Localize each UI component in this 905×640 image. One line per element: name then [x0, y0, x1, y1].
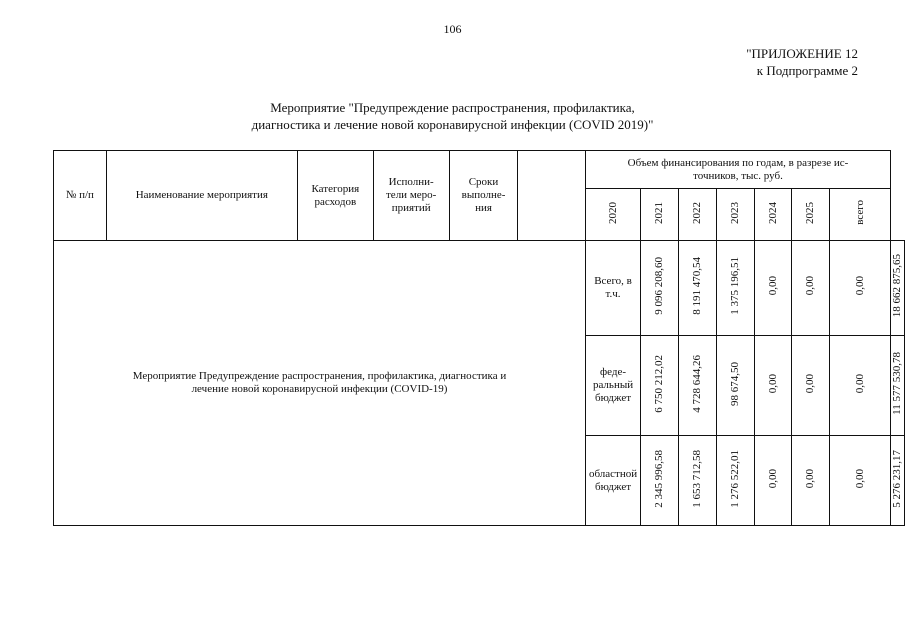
header-category: Категория расходов [297, 151, 373, 241]
header-terms: Сроки выполне- ния [449, 151, 518, 241]
value-cell: 9 096 208,60 [641, 241, 679, 336]
value-cell: 0,00 [754, 436, 792, 526]
value-cell: 2 345 996,58 [641, 436, 679, 526]
row-source-regional: областной бюджет [585, 436, 640, 526]
title-line-1: Мероприятие "Предупреждение распространения, профилактика, [270, 100, 635, 115]
activity-name-cell [54, 241, 586, 526]
value-cell-total: 5 276 231,17 [891, 436, 905, 526]
header-year-2022: 2022 [678, 189, 716, 241]
value-cell: 1 375 196,51 [716, 241, 754, 336]
value-cell: 0,00 [754, 336, 792, 436]
value-cell: 0,00 [754, 241, 792, 336]
header-year-2025: 2025 [792, 189, 830, 241]
value-cell-total: 18 662 875,65 [891, 241, 905, 336]
value-cell: 1 653 712,58 [678, 436, 716, 526]
value-cell: 8 191 470,54 [678, 241, 716, 336]
value-cell: 1 276 522,01 [716, 436, 754, 526]
value-cell: 0,00 [792, 336, 830, 436]
appendix-line-2: к Подпрограмме 2 [756, 63, 858, 78]
header-total: всего [830, 189, 891, 241]
value-cell-total: 11 577 530,78 [891, 336, 905, 436]
table-row [54, 241, 905, 336]
header-year-2021: 2021 [641, 189, 679, 241]
title-line-2: диагностика и лечение новой коронавирусной инфекции (COVID 2019)" [251, 117, 654, 132]
value-cell: 0,00 [830, 336, 891, 436]
document-title [0, 99, 905, 133]
value-cell: 98 674,50 [716, 336, 754, 436]
header-year-2024: 2024 [754, 189, 792, 241]
header-executors: Исполни- тели меро- приятий [373, 151, 449, 241]
activity-name: Мероприятие Предупреждение распространения, профилактика, диагностика и лечение новой коронавирусной инфекции (COVID-19) [132, 370, 507, 395]
header-year-2023: 2023 [716, 189, 754, 241]
page-number: 106 [443, 22, 462, 36]
header-year-2020: 2020 [585, 189, 640, 241]
value-cell: 0,00 [830, 436, 891, 526]
header-source [518, 151, 586, 241]
appendix-line-1: "ПРИЛОЖЕНИЕ 12 [746, 46, 858, 61]
header-name: Наименование мероприятия [106, 151, 297, 241]
value-cell: 0,00 [792, 436, 830, 526]
value-cell: 0,00 [792, 241, 830, 336]
value-cell: 0,00 [830, 241, 891, 336]
financing-table [53, 150, 905, 526]
header-financing: Объем финансирования по годам, в разрезе ис- точников, тыс. руб. [585, 151, 890, 189]
value-cell: 4 728 644,26 [678, 336, 716, 436]
row-source-federal: феде- ральный бюджет [585, 336, 640, 436]
header-num: № п/п [54, 151, 107, 241]
value-cell: 6 750 212,02 [641, 336, 679, 436]
row-source-total: Всего, в т.ч. [585, 241, 640, 336]
appendix-caption [746, 45, 858, 79]
